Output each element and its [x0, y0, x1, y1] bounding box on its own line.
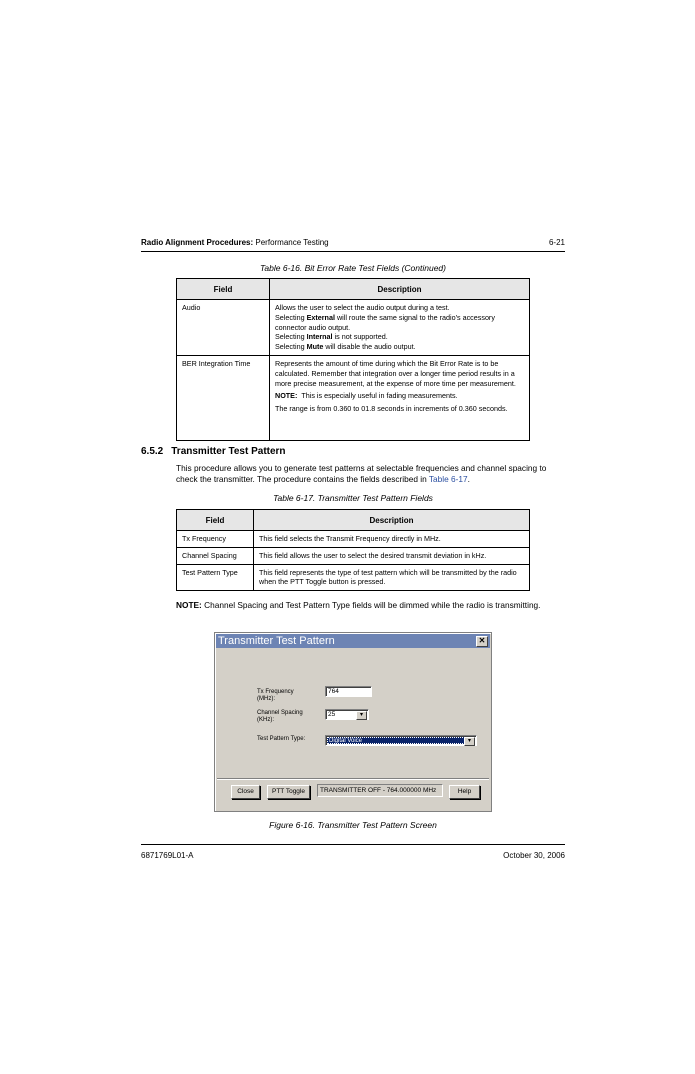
desc-line: Allows the user to select the audio output during a test.: [275, 303, 450, 312]
table1-caption: Table 6-16. Bit Error Rate Test Fields (Continued): [260, 263, 446, 273]
divider: [217, 778, 489, 780]
footer-date: October 30, 2006: [503, 851, 565, 860]
table2-cell-field: Channel Spacing: [177, 547, 254, 564]
header-section: Radio Alignment Procedures:: [141, 238, 254, 247]
note: [176, 600, 540, 611]
table2-header-description: Description: [254, 510, 530, 531]
test-pattern-type-label: Test Pattern Type:: [257, 736, 306, 742]
channel-spacing-label: Channel Spacing (KHz):: [257, 710, 303, 723]
ptt-toggle-button[interactable]: PTT Toggle: [267, 785, 310, 799]
note-label: NOTE:: [176, 600, 202, 610]
note-text: Channel Spacing and Test Pattern Type fields will be dimmed while the radio is transmitting.: [204, 600, 541, 610]
desc-text: Represents the amount of time during which the Bit Error Rate is to be calculated. Remember that integration over a longer time period results in a more precise measurement, at the expense of more time per measurement.: [275, 358, 516, 388]
section-body: This procedure allows you to generate test patterns at selectable frequencies and channel spacing to check the transmitter. The procedure contains the fields described in Table 6-17.: [176, 463, 547, 484]
page-number: 6-21: [548, 238, 565, 247]
table-row: [177, 355, 530, 440]
table1-cell-description: [270, 300, 530, 356]
status-field: TRANSMITTER OFF - 764.000000 MHz: [317, 784, 443, 797]
inline-note: [275, 391, 524, 401]
desc-line: Selecting Internal is not supported.: [275, 332, 388, 342]
chevron-down-icon[interactable]: ▾: [464, 737, 475, 746]
header-subsection: Performance Testing: [253, 238, 329, 247]
channel-spacing-select[interactable]: 25 ▾: [325, 709, 369, 720]
test-pattern-type-select[interactable]: [325, 735, 477, 746]
help-button[interactable]: Help: [449, 785, 480, 799]
running-header: [141, 238, 329, 247]
desc-line: Selecting Mute will disable the audio output.: [275, 342, 416, 352]
figure-caption: Figure 6-16. Transmitter Test Pattern Screen: [269, 820, 437, 830]
table1-cell-field: BER Integration Time: [177, 355, 270, 440]
table2: [176, 509, 530, 591]
section-heading: [141, 446, 286, 457]
table-row: [177, 547, 530, 564]
table1-cell-description: [270, 355, 530, 440]
dialog-titlebar[interactable]: [216, 634, 490, 648]
table2-cell-description: This field selects the Transmit Frequency directly in MHz.: [254, 531, 530, 548]
table2-cell-description: This field allows the user to select the desired transmit deviation in kHz.: [254, 547, 530, 564]
chevron-down-icon[interactable]: ▾: [356, 711, 367, 720]
table1-cell-field: Audio: [177, 300, 270, 356]
table2-cell-field: Test Pattern Type: [177, 564, 254, 591]
transmitter-test-pattern-dialog: [214, 632, 492, 812]
tx-frequency-label: Tx Frequency (MHz):: [257, 689, 294, 702]
table1-header-field: Field: [177, 279, 270, 300]
close-icon[interactable]: ✕: [476, 636, 488, 647]
table2-header-field: Field: [177, 510, 254, 531]
header-rule: [141, 251, 565, 252]
close-button[interactable]: Close: [231, 785, 260, 799]
table2-cell-description: This field represents the type of test pattern which will be transmitted by the radio when the PTT Toggle button is pressed.: [254, 564, 530, 591]
desc-line: Selecting External will route the same signal to the radio's accessory connector audio output.: [275, 312, 495, 332]
table1-header-description: Description: [270, 279, 530, 300]
doc-number: 6871769L01-A: [141, 851, 194, 860]
inline-note-text: This is especially useful in fading measurements.: [301, 391, 458, 401]
table-row: [177, 564, 530, 591]
inline-note-label: NOTE:: [275, 391, 298, 401]
table2-caption: Table 6-17. Transmitter Test Pattern Fields: [273, 493, 433, 503]
footer-rule: [141, 844, 565, 845]
table-row: [177, 300, 530, 356]
desc-range: The range is from 0.360 to 01.8 seconds in increments of 0.360 seconds.: [275, 404, 508, 414]
table-link[interactable]: Table 6-17: [428, 474, 468, 484]
table-row: [177, 531, 530, 548]
table1: [176, 278, 530, 441]
section-title: Transmitter Test Pattern: [171, 446, 286, 457]
table2-cell-field: Tx Frequency: [177, 531, 254, 548]
tx-frequency-input[interactable]: 764: [325, 686, 372, 697]
section-number: 6.5.2: [141, 446, 164, 457]
test-pattern-selected: Digital Voice: [327, 737, 465, 744]
dialog-title: Transmitter Test Pattern: [218, 635, 335, 647]
